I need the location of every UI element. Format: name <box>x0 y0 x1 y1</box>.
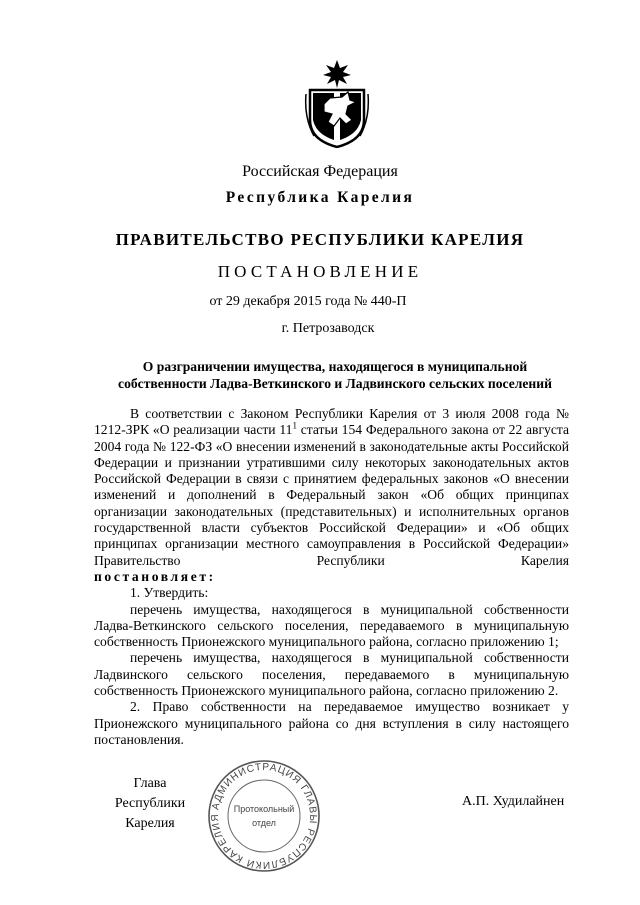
item-1a: перечень имущества, находящегося в муниципальной собственности Ладва-Веткинского сельского поселения, передаваемого в муниципальную собственность Прионежского муниципального района, согласно приложению 1; <box>94 601 569 650</box>
document-body <box>94 406 569 748</box>
intro-paragraph <box>94 406 569 569</box>
stamp-center-line-2: отдел <box>252 818 276 828</box>
stamp-ring-text: АДМИНИСТРАЦИЯ ГЛАВЫ РЕСПУБЛИКИ КАРЕЛИЯ <box>209 761 319 871</box>
republic-heading: Республика Карелия <box>225 189 415 206</box>
federation-heading: Российская Федерация <box>242 163 398 180</box>
signature-title-line-2: Республики Карелия <box>114 796 186 831</box>
signatory-name: А.П. Худилайнен <box>462 794 565 809</box>
item-1: 1. Утвердить: <box>130 585 209 601</box>
stamp-center-line-1: Протокольный <box>233 804 295 814</box>
decree-word: постановляет: <box>94 568 216 584</box>
subject-line-1: О разграничении имущества, находящегося в муниципальной <box>142 359 528 374</box>
signature-title <box>95 774 205 834</box>
subject-line-2: собственности Ладва-Веткинского и Ладвинского сельских поселений <box>118 376 552 391</box>
svg-text:АДМИНИСТРАЦИЯ ГЛАВЫ РЕСПУБЛИКИ <box>210 762 318 870</box>
karelia-coat-of-arms-icon <box>302 58 372 148</box>
intro-superscript: 1 <box>292 420 297 431</box>
signature-title-line-1: Глава <box>133 776 167 791</box>
document-subject <box>100 358 570 392</box>
document-type-heading: ПОСТАНОВЛЕНИЕ <box>217 262 423 281</box>
document-city: г. Петрозаводск <box>281 321 375 336</box>
official-stamp <box>204 756 324 876</box>
document-date: от 29 декабря 2015 года № 440-П <box>209 294 407 309</box>
intro-part-a: В соответствии с Законом Республики Карелия от 3 июля 2008 года № 1212-ЗРК «О реализации части 11 <box>94 406 569 438</box>
intro-part-b: статьи 154 Федерального закона от 22 августа 2004 года № 122-ФЗ «О внесении изменений в законодательные акты Российской Федерации и признании утратившими силу некоторых законодательных актов Российской Федерации в связи с принятием федеральных законов «О внесении изменений и дополнений в Федеральный закон «Об общих принципах организации законодательных (представительных) и исполнительных органов государственной власти субъектов Российской Федерации» и «Об общих принципах организации местного самоуправления в Российской Федерации» Правительство Республики Карелия <box>94 422 569 568</box>
item-2: 2. Право собственности на передаваемое имущество возникает у Прионежского муниципального района со дня вступления в силу настоящего постановления. <box>94 699 569 747</box>
item-1b: перечень имущества, находящегося в муниципальной собственности Ладвинского сельского поселения, передаваемого в муниципальную собственность Прионежского муниципального района, согласно приложению 2. <box>94 650 569 699</box>
government-heading: ПРАВИТЕЛЬСТВО РЕСПУБЛИКИ КАРЕЛИЯ <box>115 230 525 249</box>
